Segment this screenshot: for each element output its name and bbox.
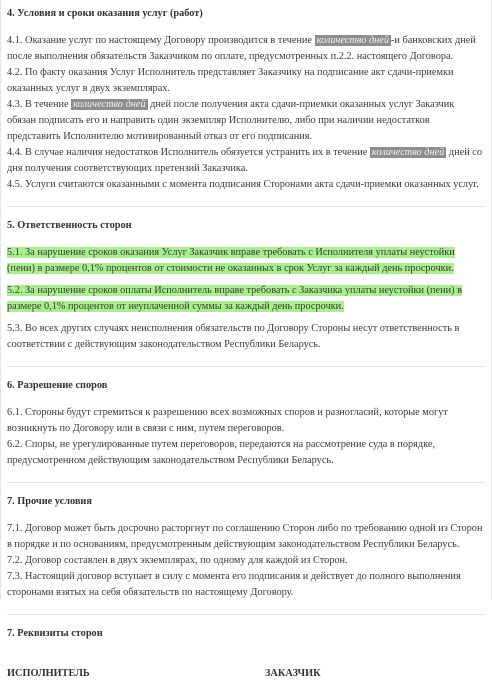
parties-row <box>7 666 485 682</box>
clause-4-3 <box>7 97 485 145</box>
days-placeholder[interactable]: количество дней <box>73 99 146 110</box>
customer-label: ЗАКАЗЧИК <box>265 668 321 679</box>
executor-label: ИСПОЛНИТЕЛЬ <box>7 668 90 679</box>
clause-6-1: 6.1. Стороны будут стремиться к разрешению всех возможных споров и разногласий, которые могут возникнуть по Договору или в связи с ним, путем переговоров. <box>7 407 448 434</box>
clause-4-3-text-a: 4.3. В течение <box>7 99 72 110</box>
highlighted-clause-5-2: 5.2. За нарушение сроков оплаты Исполнитель вправе требовать с Заказчика уплаты неустойки (пени) в размере 0,1% процентов от неуплаченной суммы за каждый день просрочки. <box>7 285 462 312</box>
highlighted-clause-5-1: 5.1. За нарушение сроков оказания Услуг Заказчик вправе требовать с Исполнителя уплаты неустойки (пени) в размере 0,1% процентов от стоимости не оказанных в срок Услуг за каждый день просрочки. <box>7 247 455 274</box>
days-placeholder[interactable]: количество дней <box>316 35 389 46</box>
section-6-title: 6. Разрешение споров <box>7 380 108 391</box>
clause-4-4-text-b: дней со дня получения соответствующих претензий Заказчика. <box>7 147 483 174</box>
clause-7-3: 7.3. Настоящий договор вступает в силу с момента его подписания и действует до полного выполнения сторонами взятых на себя обязательств по настоящему Договору. <box>7 571 461 598</box>
section-4-title: 4. Условия и сроки оказания услуг (работ) <box>7 8 203 19</box>
clause-4-5: 4.5. Услуги считаются оказанными с момента подписания Сторонами акта сдачи-приемки оказанных услуг. <box>7 179 479 190</box>
clause-5-2 <box>7 283 485 315</box>
clause-4-1 <box>7 33 485 65</box>
section-7-title: 7. Прочие условия <box>7 496 92 507</box>
requisites-title: 7. Реквизиты сторон <box>7 628 103 639</box>
clause-4-3-text-b: дней после получения акта сдачи-приемки оказанных услуг Заказчик обязан подписать его и направить один экземпляр Исполнителю, либо при наличии недостатков представить Исполнителю мотивированный отказ от его подписания. <box>7 99 455 142</box>
clause-4-4-text-a: 4.4. В случае наличия недостатков Исполнитель обязуется устранить их в течение <box>7 147 370 158</box>
clause-4-2: 4.2. По факту оказания Услуг Исполнитель представляет Заказчику на подписание акт сдачи-приемки оказанных услуг в двух экземплярах. <box>7 67 454 94</box>
clause-4-4 <box>7 145 485 177</box>
clause-6-2: 6.2. Споры, не урегулированные путем переговоров, передаются на рассмотрение суда в порядке, предусмотренном действующим законодательством Республики Беларусь. <box>7 439 436 466</box>
days-placeholder[interactable]: количество дней <box>371 147 445 158</box>
clause-7-2: 7.2. Договор составлен в двух экземплярах, по одному для каждой из Сторон. <box>7 555 348 566</box>
section-5-title: 5. Ответственность сторон <box>7 220 132 231</box>
clause-4-1-text-b: -и банковских дней после выполнения обязательств Заказчиком по оплате, предусмотренных п.2.2. настоящего Договора. <box>7 35 476 62</box>
clause-5-3: 5.3. Во всех других случаях неисполнения обязательств по Договору Стороны несут ответственность в соответствии с действующим законодательством Республики Беларусь. <box>7 323 460 350</box>
clause-5-1 <box>7 245 485 277</box>
clause-4-1-text-a: 4.1. Оказание услуг по настоящему Договору производится в течение <box>7 35 315 46</box>
clause-7-1: 7.1. Договор может быть досрочно расторгнут по соглашению Сторон либо по требованию одной из Сторон в порядке и по основаниям, предусмотренным действующим законодательством Республики Беларусь. <box>7 523 483 550</box>
